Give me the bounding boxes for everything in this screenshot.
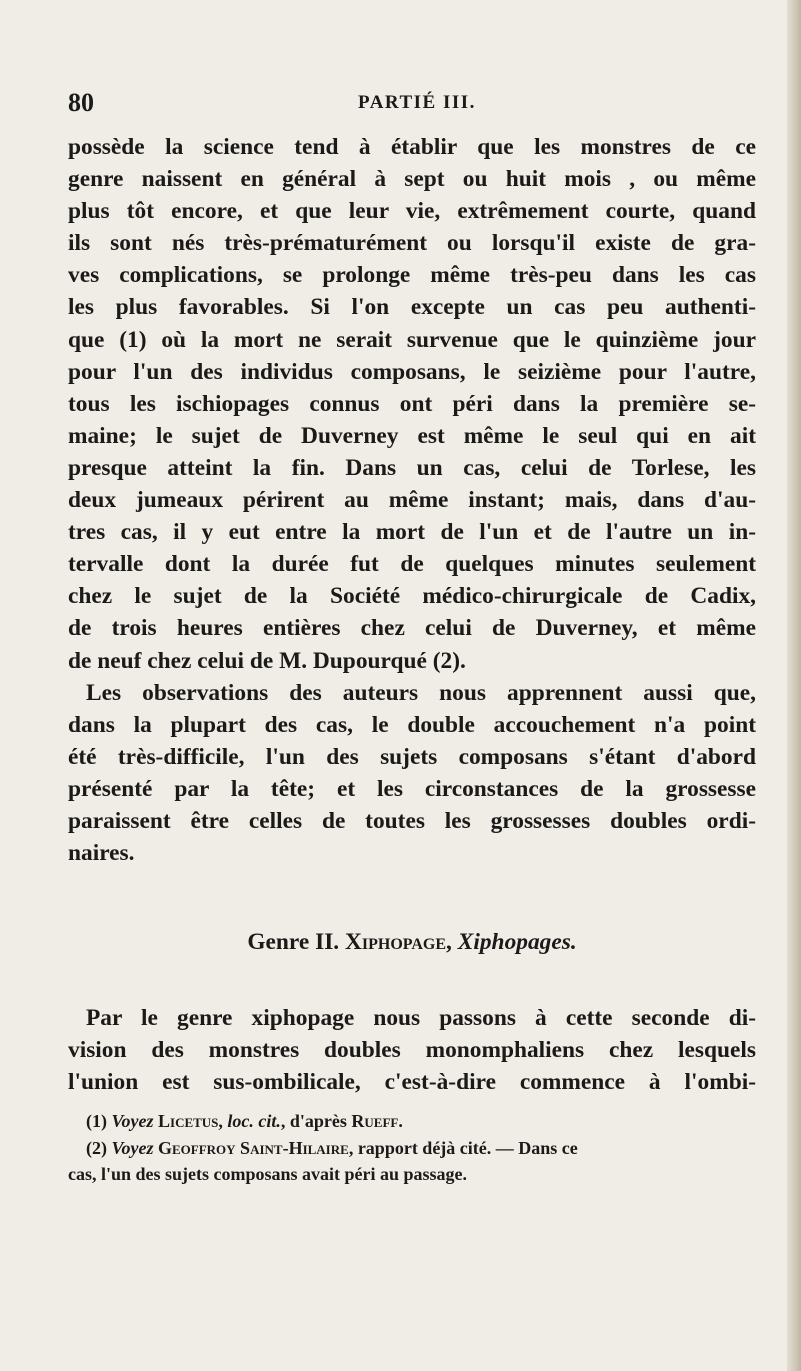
running-head: PARTIÉ III. [358,92,476,113]
text-line: ils sont nés très-prématurément ou lorsqu'il existe de gra- [68,230,756,257]
footnotes [68,1108,756,1188]
text-line: ves complications, se prolonge même très-peu dans les cas [68,262,756,289]
text-line: possède la science tend à établir que les monstres de ce [68,134,756,160]
text-line: tervalle dont la durée fut de quelques minutes seulement [68,551,756,578]
body-paragraphs [68,131,756,869]
footnote-voyez: Voyez [111,1111,154,1131]
text-line: chez le sujet de la Société médico-chirurgicale de Cadix, [68,583,756,610]
footnote-author: Licetus [158,1111,219,1131]
text-line: tres cas, il y eut entre la mort de l'un et de l'autre un in- [68,519,756,546]
footnote-1 [68,1108,756,1135]
section-name: Xiphopage [345,929,447,955]
page-header [68,88,728,122]
text-line: Par le genre xiphopage nous passons à cette seconde di- [86,1005,756,1031]
text-line: de neuf chez celui de M. Dupourqué (2). [68,647,466,674]
text-line: genre naissent en général à sept ou huit mois , ou même [68,166,756,193]
section-heading [68,929,756,956]
page-number: 80 [68,88,94,117]
text-line: pour l'un des individus composans, le seizième pour l'autre, [68,358,756,385]
text-line: de trois heures entières chez celui de Duverney, et même [68,615,756,642]
section-plural: Xiphopages. [457,929,577,955]
text-line: deux jumeaux périrent au même instant; mais, dans d'au- [68,487,756,514]
footnote-author2: Rueff. [351,1111,403,1131]
footnote-marker: (1) [86,1111,107,1131]
text-line: paraissent être celles de toutes les grossesses doubles ordi- [68,807,756,834]
section-genre: Genre II. [247,929,340,955]
text-line: Les observations des auteurs nous apprennent aussi que, [86,679,756,706]
footnote-author: Geoffroy Saint-Hilaire [158,1137,349,1158]
text-line: que (1) où la mort ne serait survenue que le quinzième jour [68,326,756,353]
text-line: naires. [68,840,135,867]
footnote-2-continuation: cas, l'un des sujets composans avait péri au passage. [68,1164,468,1184]
text-line: vision des monstres doubles monomphaliens chez lesquels [68,1037,756,1064]
text-line: tous les ischiopages connus ont péri dans la première se- [68,390,756,417]
page-edge-shadow [787,0,801,1371]
text-line: plus tôt encore, et que leur vie, extrêmement courte, quand [68,198,756,225]
footnote-loc: loc. cit. [227,1111,281,1131]
text-line: maine; le sujet de Duverney est même le seul qui en ait [68,422,756,449]
section-paragraph [68,1002,756,1098]
text-line: été très-difficile, l'un des sujets composans s'étant d'abord [68,743,756,770]
footnote-rest: , rapport déjà cité. — Dans ce [348,1137,578,1158]
footnote-sep: , [218,1111,223,1131]
footnote-2 [68,1135,756,1162]
section-separator: , [446,929,452,955]
text-line: présenté par la tête; et les circonstances de la grossesse [68,775,756,802]
text-line: presque atteint la fin. Dans un cas, celui de Torlese, les [68,454,756,481]
text-line: dans la plupart des cas, le double accouchement n'a point [68,711,756,738]
footnote-rest: , d'après [280,1111,347,1131]
footnote-voyez: Voyez [111,1137,154,1158]
footnote-marker: (2) [86,1137,107,1158]
text-line: les plus favorables. Si l'on excepte un cas peu authenti- [68,294,756,321]
text-line: l'union est sus-ombilicale, c'est-à-dire commence à l'ombi- [68,1069,756,1096]
